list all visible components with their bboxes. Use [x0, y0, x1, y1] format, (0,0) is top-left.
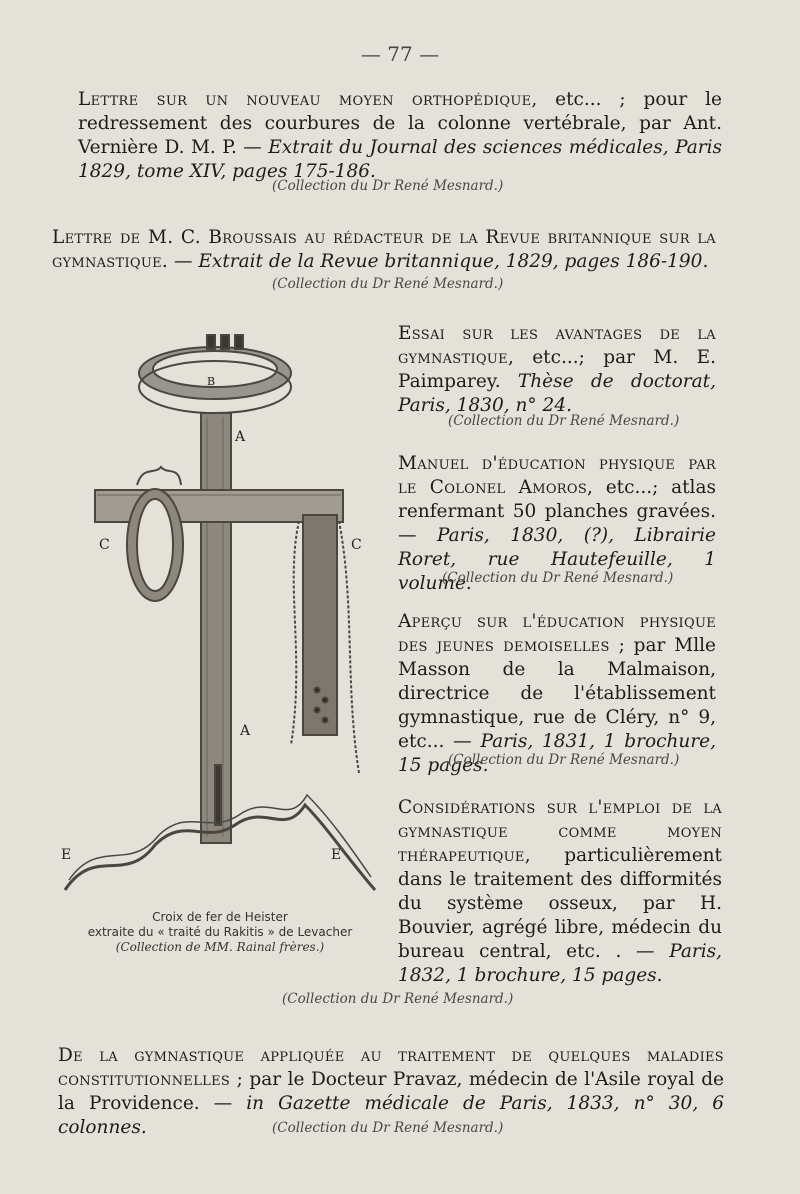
entry-title: Manuel d'éducation physique par le Colonel Amoros	[398, 453, 716, 498]
entry-title: Essai sur les avantages de la gymnastique	[398, 323, 716, 368]
entry-text: —	[168, 251, 199, 272]
figure-label-e: E	[61, 847, 72, 863]
entry-text: , etc...; atlas renfermant 50 planches gravées. —	[398, 477, 716, 546]
collection-note: (Collection du Dr René Mesnard.)	[448, 752, 680, 768]
entry-text: ; par le Docteur Pravaz, médecin de l'Asile royal de la Providence. —	[58, 1069, 724, 1114]
collection-note: (Collection du Dr René Mesnard.)	[272, 178, 504, 194]
figure-label-e: E	[331, 847, 342, 863]
bibliography-entry	[52, 226, 716, 274]
caption-line: extraite du « traité du Rakitis » de Levacher	[87, 925, 353, 939]
collection-note: (Collection du Dr René Mesnard.)	[442, 570, 674, 586]
figure-label-a: A	[235, 429, 246, 445]
strap-right	[303, 515, 337, 735]
entry-source: Paris, 1832, 1 brochure, 15 pages.	[398, 941, 722, 986]
entry-source: in Gazette médicale de Paris, 1833, n° 30, 6 colonnes.	[58, 1093, 725, 1138]
caption-collection: (Collection de MM. Rainal frères.)	[115, 940, 325, 954]
entry-title: Considérations sur l'emploi de la gymnastique comme moyen thérapeutique	[398, 797, 722, 866]
entry-source: Thèse de doctorat, Paris, 1830, n° 24.	[398, 371, 716, 416]
figure-caption	[60, 910, 380, 955]
entry-source: Extrait de la Revue britannique, 1829, pages 186-190.	[198, 251, 709, 272]
collection-note: (Collection du Dr René Mesnard.)	[272, 1120, 504, 1136]
collection-note: (Collection du Dr René Mesnard.)	[282, 991, 514, 1007]
figure-label-b: B	[207, 375, 216, 388]
page-number: — 77 —	[360, 42, 440, 66]
entry-title: De la gymnastique appliquée au traitement de quelques maladies constitutionnelles	[58, 1045, 724, 1090]
entry-text: ; par Mlle Masson de la Malmaison, directrice de l'établissement gymnastique, rue de Cléry, n° 9, etc... —	[398, 635, 716, 752]
bibliography-entry	[398, 796, 722, 988]
collection-note: (Collection du Dr René Mesnard.)	[448, 413, 680, 429]
figure-label-c: C	[99, 537, 110, 553]
heister-cross-illustration	[55, 325, 385, 905]
entry-text: , etc...; par M. E. Paimparey.	[398, 347, 716, 392]
entry-title: Lettre sur un nouveau moyen orthopédique	[78, 89, 532, 110]
entry-text: , particulièrement dans le traitement des difformités du système osseux, par H. Bouvier, agrégé libre, médecin du bureau central, etc. . —	[398, 845, 722, 962]
collection-note: (Collection du Dr René Mesnard.)	[272, 276, 504, 292]
entry-source: Extrait du Journal des sciences médicales, Paris 1829, tome XIV, pages 175-186.	[78, 137, 722, 182]
figure-label-c: C	[351, 537, 362, 553]
entry-title: Aperçu sur l'éducation physique des jeunes demoiselles	[398, 611, 716, 656]
entry-text: , etc... ; pour le redressement des courbures de la colonne vertébrale, par Ant. Vernière D. M. P. —	[78, 89, 722, 158]
bibliography-entry	[398, 322, 716, 418]
bibliography-entry	[78, 88, 722, 184]
entry-source: Paris, 1830, (?), Librairie Roret, rue Hautefeuille, 1 volume.	[398, 525, 716, 594]
entry-source: Paris, 1831, 1 brochure, 15 pages.	[398, 731, 716, 776]
entry-title: Lettre de M. C. Broussais au rédacteur de la Revue britannique sur la gymnastique.	[52, 227, 716, 272]
figure-label-a: A	[240, 723, 251, 739]
caption-line: Croix de fer de Heister	[152, 910, 288, 924]
